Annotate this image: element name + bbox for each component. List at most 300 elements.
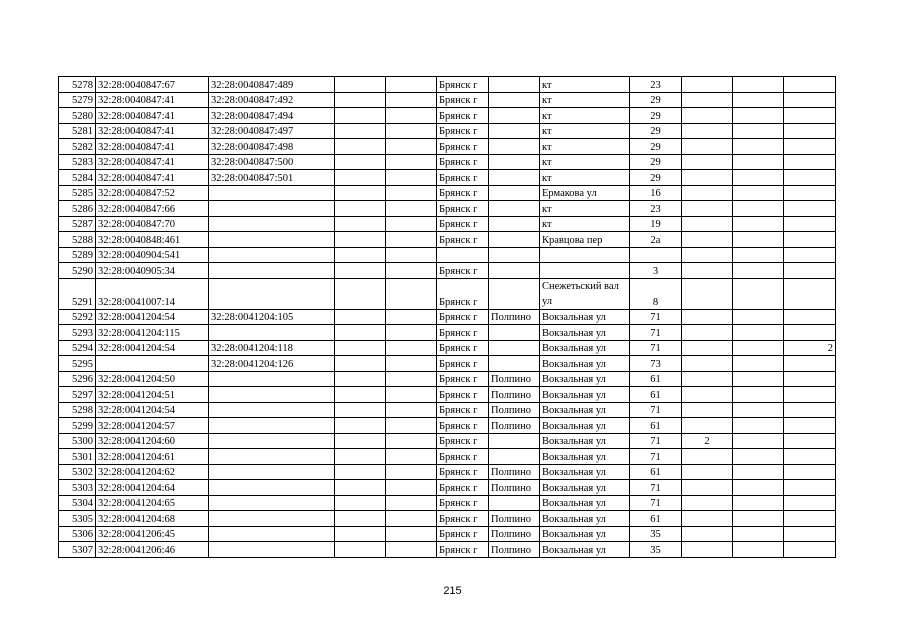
cadastral-number-2-cell <box>209 511 335 527</box>
empty-cell <box>335 340 386 356</box>
table-row <box>59 232 836 248</box>
empty-cell <box>386 309 437 325</box>
street-cell: кт <box>540 92 630 108</box>
cadastral-number-2-cell <box>209 387 335 403</box>
empty-cell <box>335 247 386 263</box>
row-number-cell: 5295 <box>59 356 96 372</box>
locality-cell <box>489 201 540 217</box>
house-cell: 8 <box>630 278 682 309</box>
row-number-cell: 5287 <box>59 216 96 232</box>
empty-cell <box>335 263 386 279</box>
house-cell: 71 <box>630 449 682 465</box>
empty-cell <box>386 526 437 542</box>
extra-cell-last <box>784 216 836 232</box>
cadastral-number-2-cell: 32:28:0040847:500 <box>209 154 335 170</box>
cadastral-number-2-cell <box>209 418 335 434</box>
empty-cell <box>386 464 437 480</box>
extra-cell-last <box>784 371 836 387</box>
empty-cell <box>733 402 784 418</box>
empty-cell <box>386 402 437 418</box>
street-cell: Вокзальная ул <box>540 464 630 480</box>
empty-cell <box>335 108 386 124</box>
locality-cell <box>489 433 540 449</box>
table-row <box>59 216 836 232</box>
extra-cell <box>682 139 733 155</box>
table-row <box>59 247 836 263</box>
empty-cell <box>386 340 437 356</box>
house-cell: 3 <box>630 263 682 279</box>
extra-cell-last <box>784 480 836 496</box>
table-row <box>59 123 836 139</box>
cadastral-number-cell: 32:28:0040847:41 <box>96 108 209 124</box>
empty-cell <box>733 263 784 279</box>
extra-cell <box>682 449 733 465</box>
house-cell: 71 <box>630 402 682 418</box>
house-cell: 71 <box>630 480 682 496</box>
extra-cell-last <box>784 325 836 341</box>
city-cell: Брянск г <box>437 325 489 341</box>
empty-cell <box>335 216 386 232</box>
empty-cell <box>733 77 784 93</box>
cadastral-number-2-cell: 32:28:0040847:498 <box>209 139 335 155</box>
empty-cell <box>386 387 437 403</box>
empty-cell <box>733 480 784 496</box>
empty-cell <box>733 216 784 232</box>
street-cell: Вокзальная ул <box>540 325 630 341</box>
empty-cell <box>386 495 437 511</box>
cadastral-number-cell: 32:28:0040847:41 <box>96 92 209 108</box>
empty-cell <box>733 139 784 155</box>
extra-cell-last <box>784 542 836 558</box>
extra-cell-last <box>784 123 836 139</box>
empty-cell <box>733 464 784 480</box>
cadastral-number-2-cell: 32:28:0041204:118 <box>209 340 335 356</box>
empty-cell <box>733 108 784 124</box>
cadastral-number-cell: 32:28:0041204:60 <box>96 433 209 449</box>
street-cell: Вокзальная ул <box>540 387 630 403</box>
row-number-cell: 5301 <box>59 449 96 465</box>
empty-cell <box>733 356 784 372</box>
city-cell: Брянск г <box>437 402 489 418</box>
street-cell: Вокзальная ул <box>540 542 630 558</box>
table-row <box>59 185 836 201</box>
table-row <box>59 139 836 155</box>
empty-cell <box>335 325 386 341</box>
empty-cell <box>386 511 437 527</box>
row-number-cell: 5292 <box>59 309 96 325</box>
table-row <box>59 108 836 124</box>
street-cell: Вокзальная ул <box>540 402 630 418</box>
locality-cell: Полпино <box>489 387 540 403</box>
empty-cell <box>386 216 437 232</box>
extra-cell <box>682 201 733 217</box>
locality-cell <box>489 495 540 511</box>
cadastral-number-2-cell <box>209 526 335 542</box>
house-cell: 61 <box>630 464 682 480</box>
city-cell: Брянск г <box>437 123 489 139</box>
city-cell: Брянск г <box>437 201 489 217</box>
street-cell: Вокзальная ул <box>540 371 630 387</box>
cadastral-number-cell: 32:28:0041204:62 <box>96 464 209 480</box>
table-row <box>59 263 836 279</box>
empty-cell <box>335 123 386 139</box>
locality-cell <box>489 325 540 341</box>
empty-cell <box>733 247 784 263</box>
table-row <box>59 495 836 511</box>
empty-cell <box>386 92 437 108</box>
empty-cell <box>386 139 437 155</box>
cadastral-number-cell: 32:28:0040904:541 <box>96 247 209 263</box>
empty-cell <box>733 387 784 403</box>
empty-cell <box>733 418 784 434</box>
extra-cell-last <box>784 387 836 403</box>
street-cell: Вокзальная ул <box>540 309 630 325</box>
empty-cell <box>733 278 784 309</box>
row-number-cell: 5289 <box>59 247 96 263</box>
city-cell: Брянск г <box>437 139 489 155</box>
row-number-cell: 5297 <box>59 387 96 403</box>
empty-cell <box>733 309 784 325</box>
empty-cell <box>335 154 386 170</box>
empty-cell <box>335 418 386 434</box>
table-row <box>59 480 836 496</box>
extra-cell <box>682 247 733 263</box>
empty-cell <box>386 154 437 170</box>
extra-cell <box>682 402 733 418</box>
house-cell: 73 <box>630 356 682 372</box>
empty-cell <box>733 92 784 108</box>
locality-cell <box>489 77 540 93</box>
table-row <box>59 542 836 558</box>
extra-cell-last <box>784 495 836 511</box>
street-cell: Ермакова ул <box>540 185 630 201</box>
row-number-cell: 5279 <box>59 92 96 108</box>
street-cell: кт <box>540 77 630 93</box>
street-cell: кт <box>540 123 630 139</box>
empty-cell <box>386 278 437 309</box>
extra-cell <box>682 356 733 372</box>
house-cell: 29 <box>630 139 682 155</box>
cadastral-number-2-cell: 32:28:0040847:501 <box>209 170 335 186</box>
locality-cell <box>489 185 540 201</box>
row-number-cell: 5281 <box>59 123 96 139</box>
cadastral-number-cell: 32:28:0040847:66 <box>96 201 209 217</box>
house-cell: 71 <box>630 309 682 325</box>
table-row <box>59 464 836 480</box>
table-row <box>59 201 836 217</box>
city-cell: Брянск г <box>437 464 489 480</box>
house-cell: 71 <box>630 325 682 341</box>
city-cell: Брянск г <box>437 92 489 108</box>
empty-cell <box>335 433 386 449</box>
house-cell: 61 <box>630 387 682 403</box>
house-cell: 29 <box>630 92 682 108</box>
extra-cell: 2 <box>682 433 733 449</box>
row-number-cell: 5280 <box>59 108 96 124</box>
empty-cell <box>386 371 437 387</box>
row-number-cell: 5291 <box>59 278 96 309</box>
empty-cell <box>386 201 437 217</box>
street-cell: Вокзальная ул <box>540 340 630 356</box>
extra-cell-last <box>784 511 836 527</box>
row-number-cell: 5294 <box>59 340 96 356</box>
locality-cell <box>489 449 540 465</box>
locality-cell: Полпино <box>489 526 540 542</box>
empty-cell <box>733 449 784 465</box>
street-cell: Вокзальная ул <box>540 526 630 542</box>
extra-cell <box>682 495 733 511</box>
extra-cell <box>682 371 733 387</box>
row-number-cell: 5302 <box>59 464 96 480</box>
table-row <box>59 309 836 325</box>
extra-cell-last <box>784 449 836 465</box>
row-number-cell: 5284 <box>59 170 96 186</box>
extra-cell-last <box>784 108 836 124</box>
cadastral-number-cell: 32:28:0040905:34 <box>96 263 209 279</box>
extra-cell <box>682 340 733 356</box>
extra-cell <box>682 526 733 542</box>
cadastral-number-cell: 32:28:0041204:68 <box>96 511 209 527</box>
cadastral-number-cell: 32:28:0040847:41 <box>96 139 209 155</box>
city-cell: Брянск г <box>437 185 489 201</box>
extra-cell-last <box>784 402 836 418</box>
empty-cell <box>733 185 784 201</box>
cadastral-number-cell: 32:28:0040847:52 <box>96 185 209 201</box>
house-cell: 35 <box>630 542 682 558</box>
extra-cell-last <box>784 526 836 542</box>
locality-cell: Полпино <box>489 511 540 527</box>
cadastral-number-cell: 32:28:0041206:45 <box>96 526 209 542</box>
locality-cell <box>489 92 540 108</box>
table-row <box>59 340 836 356</box>
empty-cell <box>386 542 437 558</box>
street-cell: кт <box>540 201 630 217</box>
house-cell: 61 <box>630 371 682 387</box>
cadastral-number-cell: 32:28:0040847:41 <box>96 154 209 170</box>
cadastral-number-2-cell <box>209 449 335 465</box>
table-row <box>59 371 836 387</box>
empty-cell <box>733 123 784 139</box>
locality-cell <box>489 232 540 248</box>
extra-cell <box>682 185 733 201</box>
street-cell: Кравцова пер <box>540 232 630 248</box>
street-cell: Вокзальная ул <box>540 433 630 449</box>
empty-cell <box>386 263 437 279</box>
row-number-cell: 5307 <box>59 542 96 558</box>
house-cell: 29 <box>630 123 682 139</box>
cadastral-number-2-cell: 32:28:0040847:492 <box>209 92 335 108</box>
cadastral-number-cell: 32:28:0041204:115 <box>96 325 209 341</box>
city-cell: Брянск г <box>437 278 489 309</box>
house-cell: 71 <box>630 433 682 449</box>
empty-cell <box>335 139 386 155</box>
extra-cell-last <box>784 77 836 93</box>
row-number-cell: 5298 <box>59 402 96 418</box>
street-cell: Вокзальная ул <box>540 480 630 496</box>
register-table <box>58 76 836 558</box>
empty-cell <box>733 232 784 248</box>
extra-cell-last <box>784 433 836 449</box>
table-row <box>59 402 836 418</box>
extra-cell-last <box>784 154 836 170</box>
empty-cell <box>335 464 386 480</box>
extra-cell <box>682 418 733 434</box>
cadastral-number-2-cell: 32:28:0040847:497 <box>209 123 335 139</box>
locality-cell <box>489 278 540 309</box>
table-row <box>59 449 836 465</box>
cadastral-number-2-cell <box>209 464 335 480</box>
street-cell: Вокзальная ул <box>540 356 630 372</box>
locality-cell: Полпино <box>489 309 540 325</box>
house-cell: 23 <box>630 77 682 93</box>
extra-cell <box>682 216 733 232</box>
empty-cell <box>335 526 386 542</box>
row-number-cell: 5306 <box>59 526 96 542</box>
table-row <box>59 526 836 542</box>
extra-cell <box>682 278 733 309</box>
empty-cell <box>733 511 784 527</box>
cadastral-number-2-cell: 32:28:0040847:489 <box>209 77 335 93</box>
extra-cell-last <box>784 263 836 279</box>
street-cell: Снежетьский вал ул <box>540 278 630 309</box>
street-cell: кт <box>540 108 630 124</box>
locality-cell: Полпино <box>489 542 540 558</box>
city-cell: Брянск г <box>437 511 489 527</box>
cadastral-number-2-cell <box>209 371 335 387</box>
empty-cell <box>335 77 386 93</box>
city-cell: Брянск г <box>437 495 489 511</box>
cadastral-number-cell: 32:28:0041204:50 <box>96 371 209 387</box>
extra-cell <box>682 154 733 170</box>
cadastral-number-cell: 32:28:0041007:14 <box>96 278 209 309</box>
extra-cell-last <box>784 170 836 186</box>
house-cell: 29 <box>630 170 682 186</box>
cadastral-number-2-cell <box>209 433 335 449</box>
empty-cell <box>335 511 386 527</box>
city-cell: Брянск г <box>437 418 489 434</box>
extra-cell <box>682 511 733 527</box>
table-row <box>59 278 836 309</box>
cadastral-number-2-cell: 32:28:0040847:494 <box>209 108 335 124</box>
cadastral-number-cell: 32:28:0040847:67 <box>96 77 209 93</box>
cadastral-number-cell: 32:28:0040847:70 <box>96 216 209 232</box>
row-number-cell: 5278 <box>59 77 96 93</box>
locality-cell <box>489 340 540 356</box>
empty-cell <box>335 402 386 418</box>
empty-cell <box>733 495 784 511</box>
table-row <box>59 170 836 186</box>
city-cell: Брянск г <box>437 433 489 449</box>
table-row <box>59 387 836 403</box>
row-number-cell: 5283 <box>59 154 96 170</box>
empty-cell <box>733 542 784 558</box>
city-cell: Брянск г <box>437 309 489 325</box>
extra-cell-last: 2 <box>784 340 836 356</box>
row-number-cell: 5282 <box>59 139 96 155</box>
empty-cell <box>386 449 437 465</box>
extra-cell-last <box>784 185 836 201</box>
empty-cell <box>386 108 437 124</box>
table-row <box>59 154 836 170</box>
locality-cell: Полпино <box>489 371 540 387</box>
table-row <box>59 511 836 527</box>
street-cell: кт <box>540 154 630 170</box>
street-cell: Вокзальная ул <box>540 449 630 465</box>
house-cell: 71 <box>630 340 682 356</box>
empty-cell <box>335 232 386 248</box>
table-body <box>59 77 836 558</box>
street-cell: кт <box>540 216 630 232</box>
extra-cell <box>682 325 733 341</box>
cadastral-number-2-cell <box>209 263 335 279</box>
extra-cell <box>682 108 733 124</box>
cadastral-number-cell: 32:28:0040847:41 <box>96 170 209 186</box>
city-cell: Брянск г <box>437 232 489 248</box>
empty-cell <box>335 542 386 558</box>
table-row <box>59 418 836 434</box>
cadastral-number-cell: 32:28:0041204:61 <box>96 449 209 465</box>
cadastral-number-2-cell: 32:28:0041204:126 <box>209 356 335 372</box>
city-cell: Брянск г <box>437 542 489 558</box>
cadastral-number-cell: 32:28:0041204:54 <box>96 402 209 418</box>
city-cell <box>437 247 489 263</box>
empty-cell <box>386 356 437 372</box>
locality-cell <box>489 247 540 263</box>
empty-cell <box>733 170 784 186</box>
house-cell <box>630 247 682 263</box>
city-cell: Брянск г <box>437 340 489 356</box>
extra-cell-last <box>784 139 836 155</box>
extra-cell <box>682 123 733 139</box>
empty-cell <box>335 356 386 372</box>
house-cell: 29 <box>630 154 682 170</box>
page-number: 215 <box>443 585 462 597</box>
empty-cell <box>335 92 386 108</box>
row-number-cell: 5304 <box>59 495 96 511</box>
cadastral-number-cell: 32:28:0041204:64 <box>96 480 209 496</box>
empty-cell <box>733 325 784 341</box>
locality-cell <box>489 154 540 170</box>
empty-cell <box>733 154 784 170</box>
extra-cell-last <box>784 247 836 263</box>
cadastral-number-2-cell <box>209 201 335 217</box>
house-cell: 16 <box>630 185 682 201</box>
city-cell: Брянск г <box>437 526 489 542</box>
street-cell <box>540 247 630 263</box>
city-cell: Брянск г <box>437 449 489 465</box>
empty-cell <box>386 232 437 248</box>
city-cell: Брянск г <box>437 387 489 403</box>
row-number-cell: 5303 <box>59 480 96 496</box>
locality-cell <box>489 170 540 186</box>
extra-cell-last <box>784 418 836 434</box>
locality-cell: Полпино <box>489 402 540 418</box>
extra-cell <box>682 309 733 325</box>
cadastral-number-cell: 32:28:0041204:54 <box>96 340 209 356</box>
cadastral-number-2-cell <box>209 542 335 558</box>
street-cell: Вокзальная ул <box>540 511 630 527</box>
row-number-cell: 5299 <box>59 418 96 434</box>
extra-cell-last <box>784 92 836 108</box>
house-cell: 2а <box>630 232 682 248</box>
extra-cell <box>682 464 733 480</box>
house-cell: 71 <box>630 495 682 511</box>
table-row <box>59 77 836 93</box>
empty-cell <box>386 247 437 263</box>
row-number-cell: 5286 <box>59 201 96 217</box>
extra-cell <box>682 387 733 403</box>
empty-cell <box>386 77 437 93</box>
